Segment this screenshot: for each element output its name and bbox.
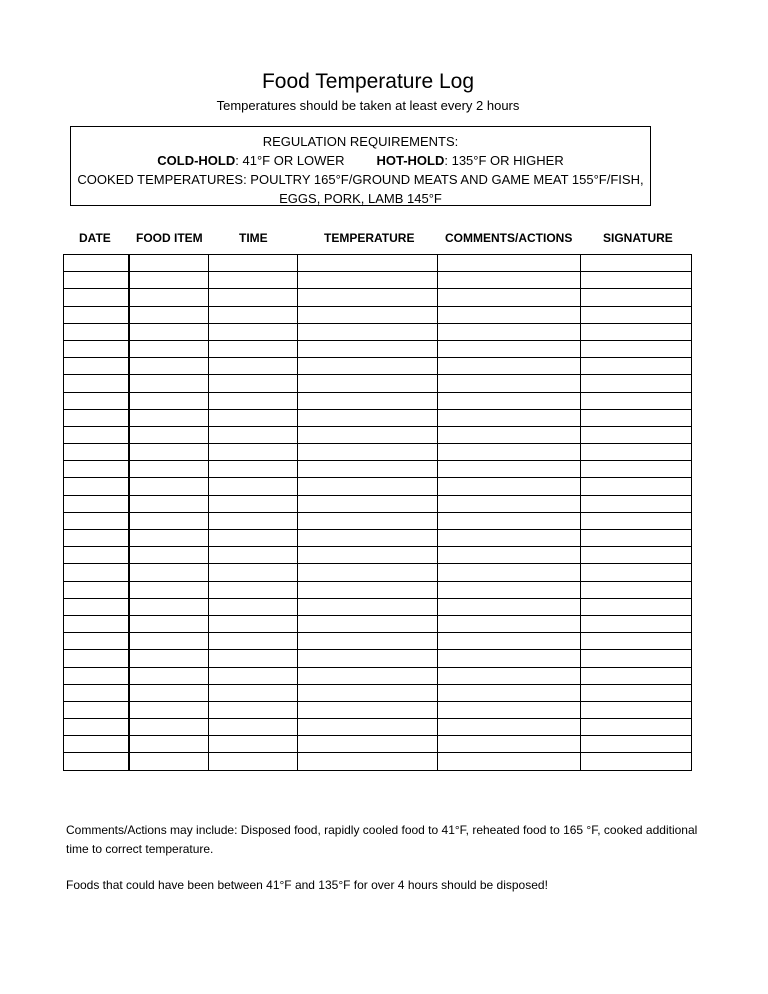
cold-hold-label: COLD-HOLD [157, 153, 236, 168]
time-cell[interactable] [209, 306, 298, 323]
column-headers [0, 231, 768, 247]
food-item-cell[interactable] [129, 375, 209, 392]
time-cell[interactable] [209, 444, 298, 461]
time-cell[interactable] [209, 684, 298, 701]
date-cell[interactable] [64, 547, 129, 564]
temperature-cell[interactable] [298, 684, 438, 701]
date-cell[interactable] [64, 564, 129, 581]
table-row [64, 598, 692, 615]
signature-cell[interactable] [581, 495, 692, 512]
table-row [64, 753, 692, 770]
temperature-cell[interactable] [298, 478, 438, 495]
table-row [64, 564, 692, 581]
page-subtitle: Temperatures should be taken at least every 2 hours [216, 98, 520, 113]
comments-actions-cell[interactable] [438, 753, 581, 770]
date-cell[interactable] [64, 530, 129, 547]
column-header-comments-actions: COMMENTS/ACTIONS [445, 231, 573, 245]
date-cell[interactable] [64, 512, 129, 529]
food-item-cell[interactable] [129, 340, 209, 357]
date-cell[interactable] [64, 667, 129, 684]
time-cell[interactable] [209, 426, 298, 443]
food-item-cell[interactable] [129, 358, 209, 375]
comments-actions-cell[interactable] [438, 684, 581, 701]
signature-cell[interactable] [581, 530, 692, 547]
date-cell[interactable] [64, 581, 129, 598]
time-cell[interactable] [209, 736, 298, 753]
time-cell[interactable] [209, 461, 298, 478]
comments-actions-note: Comments/Actions may include: Disposed food, rapidly cooled food to 41°F, reheated food to 165 °F, cooked additional time to correct temperature. [66, 823, 698, 856]
temperature-cell[interactable] [298, 547, 438, 564]
table-row [64, 340, 692, 357]
signature-cell[interactable] [581, 375, 692, 392]
comments-actions-cell[interactable] [438, 512, 581, 529]
comments-actions-cell[interactable] [438, 375, 581, 392]
signature-cell[interactable] [581, 289, 692, 306]
time-cell[interactable] [209, 753, 298, 770]
date-cell[interactable] [64, 736, 129, 753]
date-cell[interactable] [64, 598, 129, 615]
time-cell[interactable] [209, 495, 298, 512]
signature-cell[interactable] [581, 564, 692, 581]
comments-actions-cell[interactable] [438, 547, 581, 564]
comments-actions-cell[interactable] [438, 340, 581, 357]
time-cell[interactable] [209, 289, 298, 306]
comments-actions-cell[interactable] [438, 736, 581, 753]
temperature-cell[interactable] [298, 719, 438, 736]
date-cell[interactable] [64, 650, 129, 667]
date-cell[interactable] [64, 289, 129, 306]
date-cell[interactable] [64, 478, 129, 495]
page-title: Food Temperature Log [261, 70, 475, 93]
signature-cell[interactable] [581, 409, 692, 426]
food-item-cell[interactable] [129, 581, 209, 598]
food-item-cell[interactable] [129, 461, 209, 478]
temperature-cell[interactable] [298, 564, 438, 581]
date-cell[interactable] [64, 409, 129, 426]
column-header-time: TIME [239, 231, 268, 245]
table-row [64, 736, 692, 753]
time-cell[interactable] [209, 358, 298, 375]
food-item-cell[interactable] [129, 736, 209, 753]
temperature-cell[interactable] [298, 289, 438, 306]
time-cell[interactable] [209, 409, 298, 426]
table-row [64, 701, 692, 718]
food-item-cell[interactable] [129, 495, 209, 512]
food-item-cell[interactable] [129, 564, 209, 581]
comments-actions-cell[interactable] [438, 701, 581, 718]
date-cell[interactable] [64, 426, 129, 443]
time-cell[interactable] [209, 272, 298, 289]
column-header-date: DATE [79, 231, 111, 245]
food-item-cell[interactable] [129, 426, 209, 443]
signature-cell[interactable] [581, 340, 692, 357]
time-cell[interactable] [209, 478, 298, 495]
date-cell[interactable] [64, 461, 129, 478]
food-item-cell[interactable] [129, 719, 209, 736]
time-cell[interactable] [209, 701, 298, 718]
date-cell[interactable] [64, 615, 129, 632]
date-cell[interactable] [64, 753, 129, 770]
food-item-cell[interactable] [129, 547, 209, 564]
temperature-cell[interactable] [298, 306, 438, 323]
date-cell[interactable] [64, 323, 129, 340]
signature-cell[interactable] [581, 684, 692, 701]
temperature-cell[interactable] [298, 323, 438, 340]
temperature-cell[interactable] [298, 340, 438, 357]
comments-actions-cell[interactable] [438, 409, 581, 426]
signature-cell[interactable] [581, 444, 692, 461]
food-item-cell[interactable] [129, 615, 209, 632]
table-row [64, 306, 692, 323]
date-cell[interactable] [64, 444, 129, 461]
signature-cell[interactable] [581, 478, 692, 495]
table-row [64, 375, 692, 392]
time-cell[interactable] [209, 375, 298, 392]
date-cell[interactable] [64, 719, 129, 736]
table-row [64, 478, 692, 495]
date-cell[interactable] [64, 633, 129, 650]
signature-cell[interactable] [581, 547, 692, 564]
time-cell[interactable] [209, 633, 298, 650]
food-item-cell[interactable] [129, 392, 209, 409]
temperature-cell[interactable] [298, 650, 438, 667]
time-cell[interactable] [209, 719, 298, 736]
table-row [64, 581, 692, 598]
table-row [64, 547, 692, 564]
date-cell[interactable] [64, 684, 129, 701]
table-row [64, 358, 692, 375]
comments-actions-cell[interactable] [438, 650, 581, 667]
date-cell[interactable] [64, 392, 129, 409]
signature-cell[interactable] [581, 633, 692, 650]
signature-cell[interactable] [581, 598, 692, 615]
table-row [64, 633, 692, 650]
requirements-heading: REGULATION REQUIREMENTS: [262, 134, 459, 149]
time-cell[interactable] [209, 598, 298, 615]
signature-cell[interactable] [581, 323, 692, 340]
food-item-cell[interactable] [129, 701, 209, 718]
signature-cell[interactable] [581, 306, 692, 323]
comments-actions-cell[interactable] [438, 323, 581, 340]
table-row [64, 272, 692, 289]
hold-requirements-line [71, 151, 650, 170]
table-row [64, 409, 692, 426]
table-row [64, 495, 692, 512]
table-row [64, 323, 692, 340]
signature-cell[interactable] [581, 461, 692, 478]
time-cell[interactable] [209, 340, 298, 357]
food-item-cell[interactable] [129, 633, 209, 650]
comments-actions-cell[interactable] [438, 392, 581, 409]
comments-actions-cell[interactable] [438, 530, 581, 547]
table-row [64, 255, 692, 272]
temperature-cell[interactable] [298, 530, 438, 547]
food-item-cell[interactable] [129, 667, 209, 684]
comments-actions-cell[interactable] [438, 255, 581, 272]
comments-actions-cell[interactable] [438, 667, 581, 684]
table-row [64, 684, 692, 701]
cooked-temperatures-line-1: COOKED TEMPERATURES: POULTRY 165°F/GROUND MEATS AND GAME MEAT 155°F/FISH, [77, 172, 644, 187]
temperature-cell[interactable] [298, 444, 438, 461]
temperature-cell[interactable] [298, 667, 438, 684]
comments-actions-cell[interactable] [438, 426, 581, 443]
time-cell[interactable] [209, 615, 298, 632]
table-row [64, 392, 692, 409]
date-cell[interactable] [64, 495, 129, 512]
comments-actions-cell[interactable] [438, 633, 581, 650]
time-cell[interactable] [209, 564, 298, 581]
date-cell[interactable] [64, 701, 129, 718]
comments-actions-cell[interactable] [438, 461, 581, 478]
signature-cell[interactable] [581, 392, 692, 409]
food-item-cell[interactable] [129, 289, 209, 306]
time-cell[interactable] [209, 530, 298, 547]
temperature-cell[interactable] [298, 753, 438, 770]
temperature-cell[interactable] [298, 375, 438, 392]
column-header-temperature: TEMPERATURE [324, 231, 415, 245]
signature-cell[interactable] [581, 358, 692, 375]
signature-cell[interactable] [581, 701, 692, 718]
food-item-cell[interactable] [129, 598, 209, 615]
food-item-cell[interactable] [129, 478, 209, 495]
temperature-cell[interactable] [298, 598, 438, 615]
comments-actions-cell[interactable] [438, 495, 581, 512]
comments-actions-cell[interactable] [438, 581, 581, 598]
table-row [64, 667, 692, 684]
time-cell[interactable] [209, 650, 298, 667]
comments-actions-cell[interactable] [438, 564, 581, 581]
time-cell[interactable] [209, 667, 298, 684]
temperature-cell[interactable] [298, 358, 438, 375]
signature-cell[interactable] [581, 512, 692, 529]
food-item-cell[interactable] [129, 409, 209, 426]
temperature-cell[interactable] [298, 736, 438, 753]
food-item-cell[interactable] [129, 684, 209, 701]
signature-cell[interactable] [581, 615, 692, 632]
signature-cell[interactable] [581, 719, 692, 736]
temperature-log-table [63, 254, 692, 771]
comments-actions-cell[interactable] [438, 444, 581, 461]
comments-actions-cell[interactable] [438, 719, 581, 736]
comments-actions-cell[interactable] [438, 289, 581, 306]
disposal-warning-note: Foods that could have been between 41°F and 135°F for over 4 hours should be disposed! [66, 878, 548, 892]
comments-actions-cell[interactable] [438, 272, 581, 289]
food-item-cell[interactable] [129, 512, 209, 529]
signature-cell[interactable] [581, 272, 692, 289]
temperature-cell[interactable] [298, 255, 438, 272]
table-row [64, 461, 692, 478]
food-item-cell[interactable] [129, 444, 209, 461]
signature-cell[interactable] [581, 736, 692, 753]
temperature-cell[interactable] [298, 392, 438, 409]
regulation-requirements-box [70, 126, 651, 206]
date-cell[interactable] [64, 306, 129, 323]
food-item-cell[interactable] [129, 530, 209, 547]
date-cell[interactable] [64, 375, 129, 392]
time-cell[interactable] [209, 512, 298, 529]
temperature-cell[interactable] [298, 495, 438, 512]
time-cell[interactable] [209, 392, 298, 409]
table-row [64, 444, 692, 461]
cold-hold-value: : 41°F OR LOWER [235, 153, 345, 168]
table-row [64, 289, 692, 306]
food-item-cell[interactable] [129, 255, 209, 272]
hot-hold-label: HOT-HOLD [376, 153, 445, 168]
temperature-cell[interactable] [298, 461, 438, 478]
food-item-cell[interactable] [129, 753, 209, 770]
table-row [64, 719, 692, 736]
date-cell[interactable] [64, 255, 129, 272]
comments-actions-cell[interactable] [438, 598, 581, 615]
cooked-temperatures-line-2: EGGS, PORK, LAMB 145°F [279, 191, 442, 206]
food-item-cell[interactable] [129, 650, 209, 667]
column-header-food-item: FOOD ITEM [136, 231, 203, 245]
signature-cell[interactable] [581, 255, 692, 272]
table-row [64, 426, 692, 443]
signature-cell[interactable] [581, 426, 692, 443]
table-row [64, 512, 692, 529]
time-cell[interactable] [209, 547, 298, 564]
date-cell[interactable] [64, 272, 129, 289]
food-item-cell[interactable] [129, 272, 209, 289]
time-cell[interactable] [209, 581, 298, 598]
table-row [64, 650, 692, 667]
time-cell[interactable] [209, 323, 298, 340]
temperature-cell[interactable] [298, 615, 438, 632]
temperature-cell[interactable] [298, 426, 438, 443]
signature-cell[interactable] [581, 667, 692, 684]
temperature-cell[interactable] [298, 633, 438, 650]
signature-cell[interactable] [581, 650, 692, 667]
table-row [64, 530, 692, 547]
comments-actions-cell[interactable] [438, 306, 581, 323]
temperature-cell[interactable] [298, 272, 438, 289]
comments-actions-cell[interactable] [438, 615, 581, 632]
temperature-cell[interactable] [298, 409, 438, 426]
signature-cell[interactable] [581, 753, 692, 770]
hot-hold-value: : 135°F OR HIGHER [444, 153, 564, 168]
signature-cell[interactable] [581, 581, 692, 598]
comments-actions-cell[interactable] [438, 358, 581, 375]
column-header-signature: SIGNATURE [603, 231, 673, 245]
table-row [64, 615, 692, 632]
temperature-cell[interactable] [298, 581, 438, 598]
comments-actions-cell[interactable] [438, 478, 581, 495]
time-cell[interactable] [209, 255, 298, 272]
food-item-cell[interactable] [129, 306, 209, 323]
date-cell[interactable] [64, 340, 129, 357]
temperature-cell[interactable] [298, 701, 438, 718]
date-cell[interactable] [64, 358, 129, 375]
food-item-cell[interactable] [129, 323, 209, 340]
temperature-cell[interactable] [298, 512, 438, 529]
